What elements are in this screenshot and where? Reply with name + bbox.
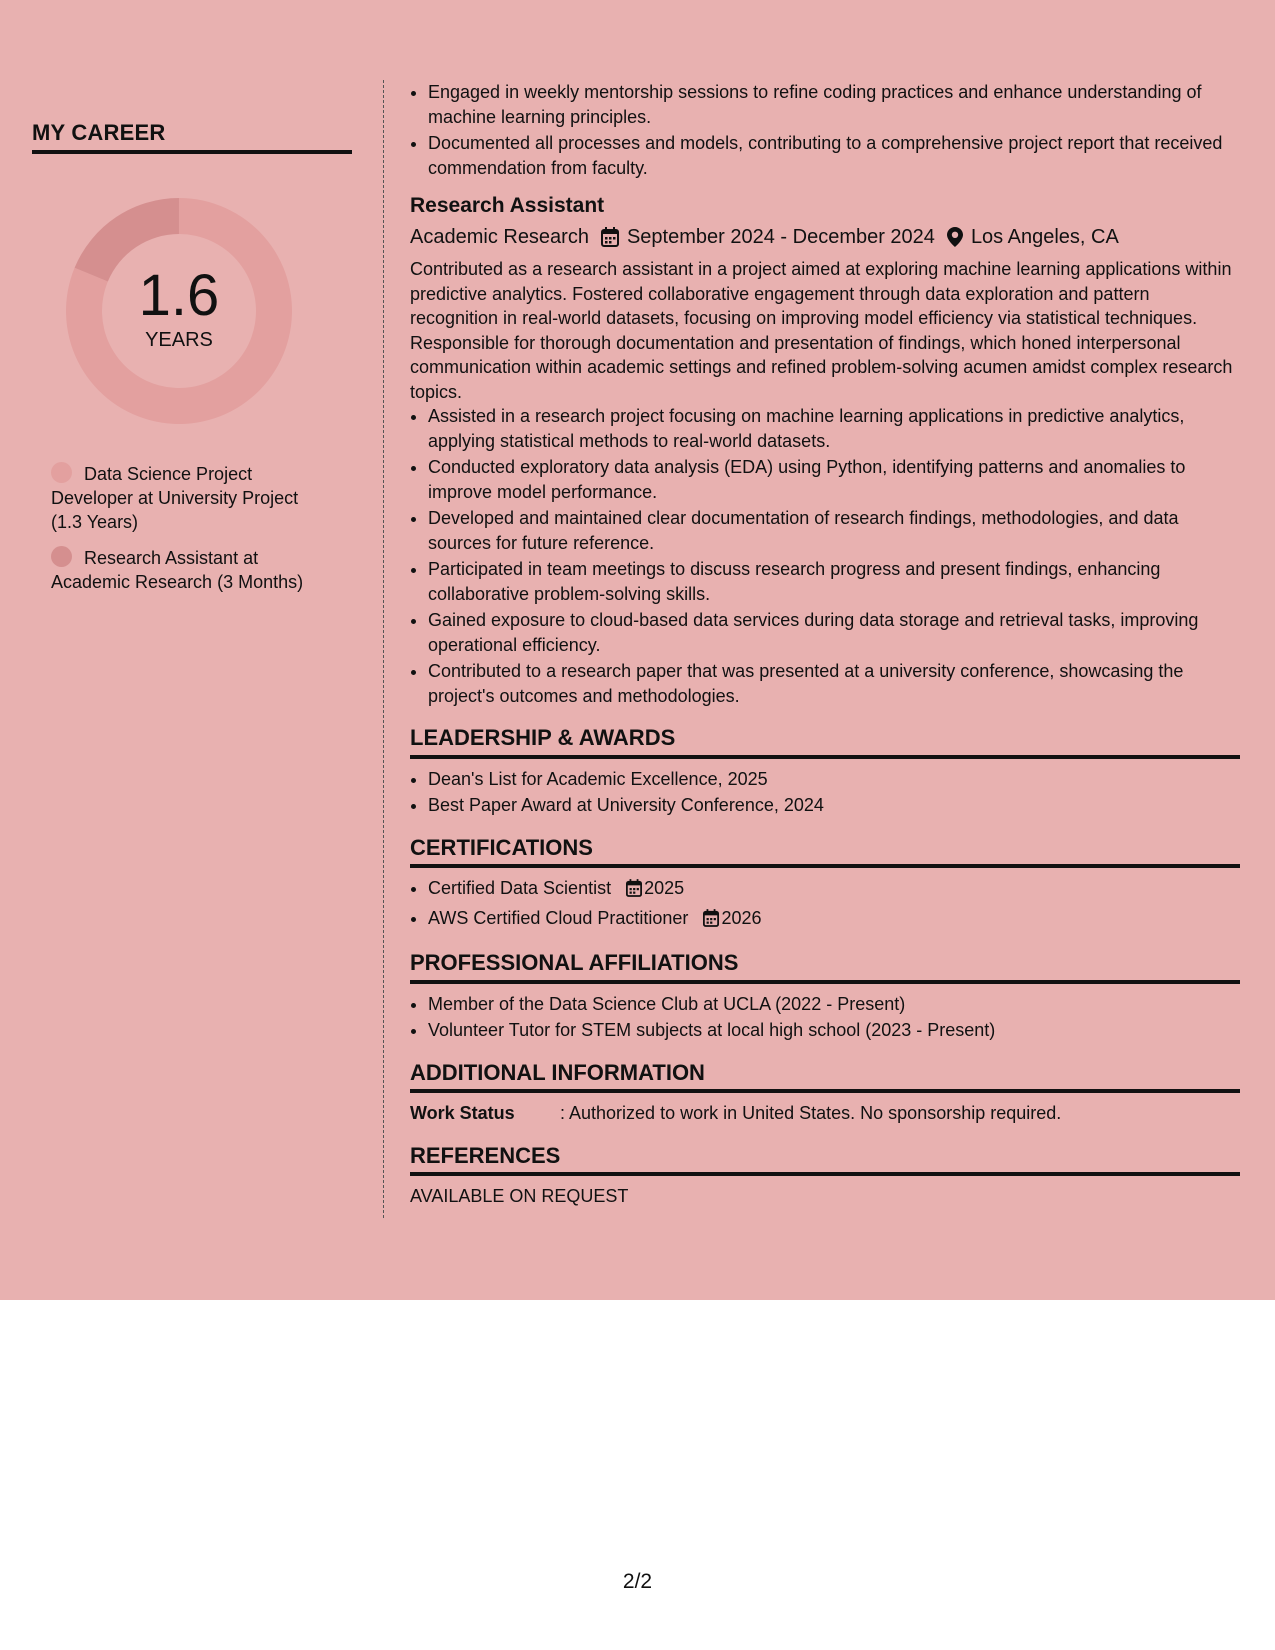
certification-year: 2025 [644, 878, 685, 898]
list-item: • Dean's List for Academic Excellence, 2025 [428, 767, 1240, 792]
legend-dot [51, 462, 72, 483]
page-number: 2/2 [622, 1570, 653, 1593]
list-item: • Engaged in weekly mentorship sessions to refine coding practices and enhance understanding of machine learning principles. [428, 80, 1240, 129]
job-location: Los Angeles, CA [970, 225, 1119, 248]
affiliations-list [410, 992, 1240, 1043]
list-item: • Volunteer Tutor for STEM subjects at local high school (2023 - Present) [428, 1018, 1240, 1043]
work-status-row [410, 1101, 1240, 1126]
legend-item [51, 462, 326, 534]
list-item: • Member of the Data Science Club at UCLA (2022 - Present) [428, 992, 1240, 1017]
list-item: • Conducted exploratory data analysis (EDA) using Python, identifying patterns and anomalies to improve model performance. [428, 455, 1240, 504]
legend-dot [51, 546, 72, 567]
job-title: Research Assistant [410, 194, 605, 217]
career-years-value: 1.6 [138, 262, 220, 328]
list-item [428, 876, 1240, 904]
certification-name: AWS Certified Cloud Practitioner [428, 907, 689, 928]
certification-name: Certified Data Scientist [428, 878, 612, 898]
section-title-references: REFERENCES [410, 1144, 1240, 1177]
previous-job-bullets [410, 80, 1240, 180]
career-sidebar [32, 120, 352, 606]
main-content [410, 80, 1240, 1209]
list-item: • Developed and maintained clear documentation of research findings, methodologies, and data sources for future reference. [428, 506, 1240, 555]
career-years-unit: YEARS [145, 328, 213, 351]
job-dates: September 2024 - December 2024 [626, 225, 935, 248]
list-item: • Contributed to a research paper that was presented at a university conference, showcasing the project's outcomes and methodologies. [428, 659, 1240, 708]
section-title-certifications: CERTIFICATIONS [410, 836, 1240, 869]
list-item: • Gained exposure to cloud-based data services during data storage and retrieval tasks, improving operational efficiency. [428, 608, 1240, 657]
donut-center [66, 198, 292, 424]
list-item: • Assisted in a research project focusing on machine learning applications in predictive analytics, applying statistical methods to real-world datasets. [428, 404, 1240, 453]
column-divider [383, 80, 384, 1218]
job-bullets [410, 404, 1240, 708]
list-item: • Participated in team meetings to discuss research progress and present findings, enhancing collaborative problem-solving skills. [428, 557, 1240, 606]
list-item: • Documented all processes and models, contributing to a comprehensive project report that received commendation from faculty. [428, 131, 1240, 180]
job-description: Contributed as a research assistant in a project aimed at exploring machine learning applications within predictive analytics. Fostered collaborative engagement through data exploration and pattern recognition in real-world datasets, focusing on improving model efficiency via statistical techniques. Responsible for thorough documentation and presentation of findings, which honed interpersonal communication within academic settings and refined problem-solving acumen amidst complex research topics. [410, 259, 1233, 402]
list-item: • Best Paper Award at University Conference, 2024 [428, 793, 1240, 818]
work-status-value: : Authorized to work in United States. No sponsorship required. [560, 1103, 1062, 1123]
certification-year: 2026 [721, 907, 762, 928]
section-title-leadership: LEADERSHIP & AWARDS [410, 726, 1240, 759]
certifications-list [410, 876, 1240, 933]
career-legend [51, 462, 326, 594]
legend-item [51, 546, 326, 594]
career-donut-chart [66, 198, 292, 424]
calendar-icon [626, 879, 642, 904]
section-title-additional: ADDITIONAL INFORMATION [410, 1061, 1240, 1094]
calendar-icon [601, 227, 619, 247]
leadership-list [410, 767, 1240, 818]
legend-label: Research Assistant at Academic Research (3 Months) [51, 548, 304, 592]
references-text: AVAILABLE ON REQUEST [410, 1186, 629, 1206]
legend-label: Data Science Project Developer at University Project (1.3 Years) [51, 464, 299, 532]
list-item [428, 906, 1240, 934]
calendar-icon [703, 909, 719, 934]
work-status-key: Work Status [410, 1103, 515, 1123]
job-meta [410, 225, 1240, 250]
section-title-affiliations: PROFESSIONAL AFFILIATIONS [410, 951, 1240, 984]
career-title: MY CAREER [32, 120, 352, 154]
job-company: Academic Research [410, 225, 589, 248]
location-pin-icon [947, 227, 963, 247]
